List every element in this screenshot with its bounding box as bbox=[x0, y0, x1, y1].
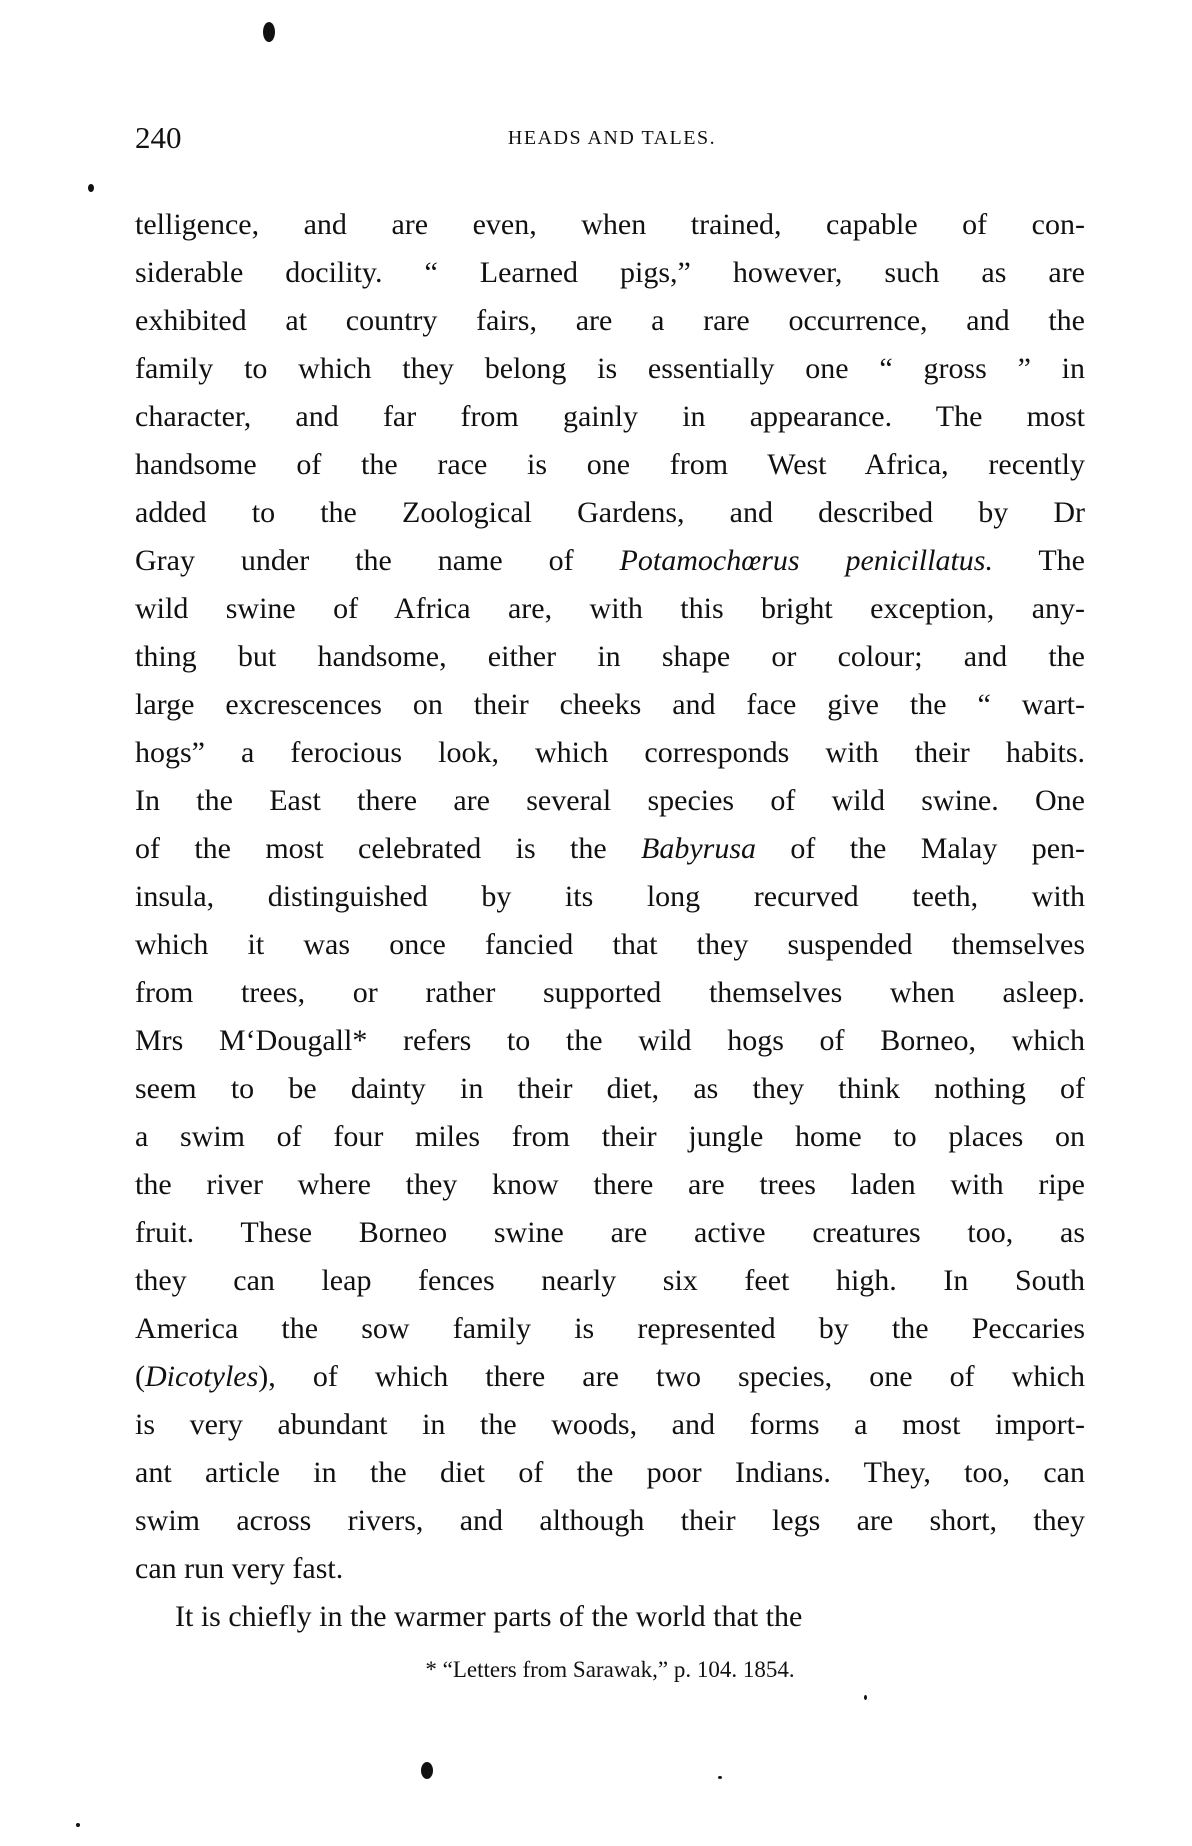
text-line: the river where they know there are trees laden with ripe bbox=[135, 1168, 1085, 1201]
text-line: ant article in the diet of the poor Indians. They, too, can bbox=[135, 1456, 1085, 1489]
text-line: Gray under the name of Potamochœrus penicillatus. The bbox=[135, 544, 1085, 577]
text-line: thing but handsome, either in shape or colour; and the bbox=[135, 640, 1085, 673]
text-line: added to the Zoological Gardens, and described by Dr bbox=[135, 496, 1085, 529]
text-line: insula, distinguished by its long recurved teeth, with bbox=[135, 880, 1085, 913]
text-line: swim across rivers, and although their legs are short, they bbox=[135, 1504, 1085, 1537]
text-line: seem to be dainty in their diet, as they think nothing of bbox=[135, 1072, 1085, 1105]
text-line: fruit. These Borneo swine are active creatures too, as bbox=[135, 1216, 1085, 1249]
page-header bbox=[135, 118, 1085, 162]
text-line: which it was once fancied that they suspended themselves bbox=[135, 928, 1085, 961]
text-line: family to which they belong is essentially one “ gross ” in bbox=[135, 352, 1085, 385]
scan-speck bbox=[263, 22, 275, 42]
text-line: In the East there are several species of wild swine. One bbox=[135, 784, 1085, 817]
page-number: 240 bbox=[135, 120, 182, 155]
footnote: * “Letters from Sarawak,” p. 104. 1854. bbox=[425, 1657, 795, 1682]
text-line: siderable docility. “ Learned pigs,” however, such as are bbox=[135, 256, 1085, 289]
text-line: wild swine of Africa are, with this bright exception, any- bbox=[135, 592, 1085, 625]
running-title: HEADS AND TALES. bbox=[507, 127, 717, 149]
text-line: telligence, and are even, when trained, capable of con- bbox=[135, 208, 1085, 241]
body-text bbox=[135, 201, 1085, 1641]
text-line: they can leap fences nearly six feet high. In South bbox=[135, 1264, 1085, 1297]
text-line: America the sow family is represented by the Peccaries bbox=[135, 1312, 1085, 1345]
text-line: a swim of four miles from their jungle home to places on bbox=[135, 1120, 1085, 1153]
text-line: It is chiefly in the warmer parts of the world that the bbox=[175, 1600, 803, 1633]
text-line: is very abundant in the woods, and forms a most import- bbox=[135, 1408, 1085, 1441]
text-line: of the most celebrated is the Babyrusa of the Malay pen- bbox=[135, 832, 1085, 865]
text-line: can run very fast. bbox=[135, 1552, 344, 1585]
text-line: from trees, or rather supported themselves when asleep. bbox=[135, 976, 1085, 1009]
scan-speck bbox=[421, 1762, 433, 1779]
scan-speck bbox=[88, 184, 94, 192]
scan-speck bbox=[864, 1695, 867, 1700]
text-line: handsome of the race is one from West Africa, recently bbox=[135, 448, 1085, 481]
scan-speck bbox=[718, 1776, 722, 1779]
text-line: exhibited at country fairs, are a rare occurrence, and the bbox=[135, 304, 1085, 337]
text-line: character, and far from gainly in appearance. The most bbox=[135, 400, 1085, 433]
text-line: Mrs M‘Dougall* refers to the wild hogs of Borneo, which bbox=[135, 1024, 1085, 1057]
text-line: hogs” a ferocious look, which corresponds with their habits. bbox=[135, 736, 1085, 769]
text-line: large excrescences on their cheeks and face give the “ wart- bbox=[135, 688, 1085, 721]
scan-speck bbox=[76, 1823, 80, 1827]
text-line: (Dicotyles), of which there are two species, one of which bbox=[135, 1360, 1085, 1393]
